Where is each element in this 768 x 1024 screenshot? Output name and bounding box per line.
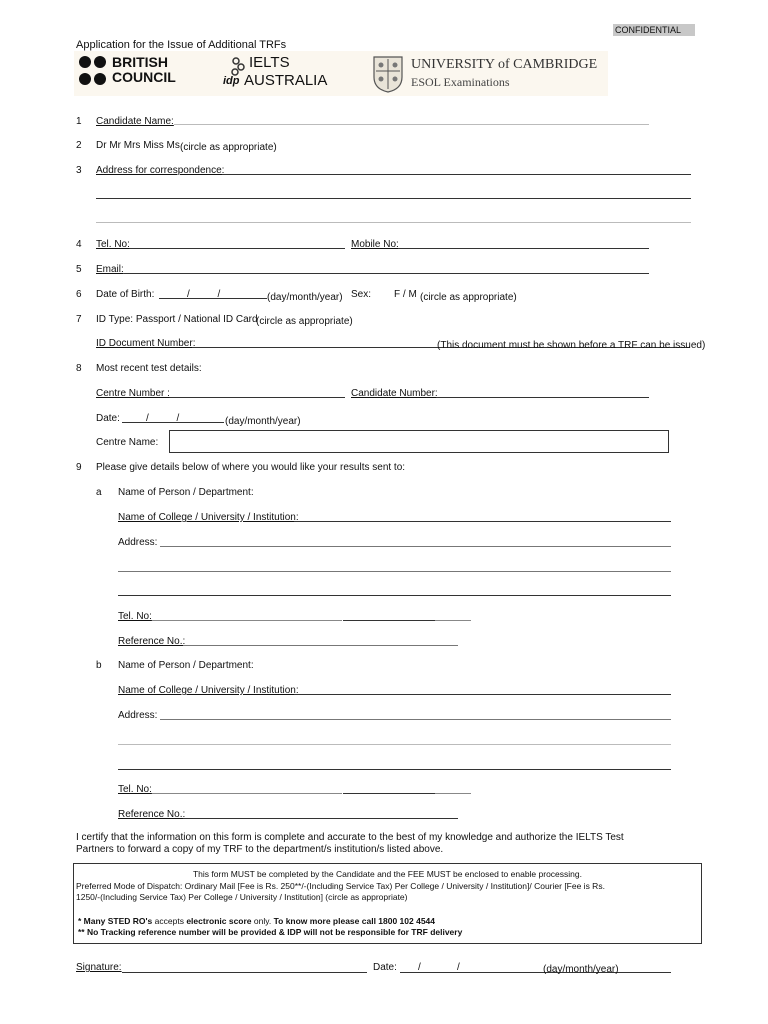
section-a-address-line-1[interactable] [160, 546, 671, 547]
mobile-line[interactable] [398, 248, 649, 249]
section-a-address-line-2[interactable] [118, 571, 671, 572]
candidate-name-line[interactable] [174, 124, 649, 125]
form-title: Application for the Issue of Additional TRFs [76, 39, 287, 51]
dob-label: Date of Birth: [96, 289, 155, 300]
idp-wordmark: idp [223, 75, 240, 87]
address-line-1[interactable] [222, 174, 691, 175]
footer-date-label: Date: [373, 962, 397, 973]
section-a-tel-line[interactable] [152, 620, 342, 621]
british-council-wordmark: BRITISH COUNCIL [112, 54, 176, 85]
dob-hint: (day/month/year) [267, 292, 343, 303]
section-a-college-label: Name of College / University / Institution: [118, 512, 299, 523]
footer-date-line[interactable] [400, 972, 671, 973]
item-number-8: 8 [76, 363, 82, 374]
id-document-label: ID Document Number: [96, 338, 196, 349]
notice-line-3: 1250/-(Including Service Tax) Per College / University / Institution] (circle as appropriate) [76, 892, 408, 902]
section-b-address-label: Address: [118, 710, 158, 721]
recent-test-label: Most recent test details: [96, 363, 202, 374]
id-type-label[interactable]: ID Type: Passport / National ID Card [96, 314, 258, 325]
centre-number-line[interactable] [170, 397, 345, 398]
british-council-logo-icon [78, 55, 112, 89]
section-a-tel-label: Tel. No: [118, 611, 152, 622]
section-b-address-line-2[interactable] [118, 744, 671, 745]
footer-date-slash-2: / [457, 962, 460, 973]
section-b-reference-label: Reference No.: [118, 809, 186, 820]
test-date-hint: (day/month/year) [225, 416, 301, 427]
title-hint: (circle as appropriate) [180, 142, 277, 153]
notice-line-4: * Many STED RO's accepts electronic score only. To know more please call 1800 102 4544 [78, 916, 436, 926]
mobile-label: Mobile No: [351, 239, 399, 250]
item-number-6: 6 [76, 289, 82, 300]
sex-options[interactable]: F / M [394, 289, 417, 300]
section-a-person-label: Name of Person / Department: [118, 487, 254, 498]
item-number-7: 7 [76, 314, 82, 325]
results-sent-label: Please give details below of where you would like your results sent to: [96, 462, 406, 473]
notice-box [73, 863, 702, 944]
notice-line-5: ** No Tracking reference number will be provided & IDP will not be responsible for TRF delivery [78, 927, 463, 937]
section-a-letter: a [96, 487, 102, 498]
item-number-1: 1 [76, 116, 82, 127]
section-b-tel-line[interactable] [152, 793, 342, 794]
section-a-tel-line-end[interactable] [435, 620, 471, 621]
sex-hint: (circle as appropriate) [420, 292, 517, 303]
section-b-letter: b [96, 660, 102, 671]
email-line[interactable] [124, 273, 649, 274]
test-date-label: Date: [96, 413, 120, 424]
notice-line-1: This form MUST be completed by the Candidate and the FEE MUST be enclosed to enable processing. [192, 869, 582, 879]
id-type-hint: (circle as appropriate) [256, 316, 353, 327]
section-b-tel-label: Tel. No: [118, 784, 152, 795]
esol-wordmark: ESOL Examinations [411, 75, 510, 89]
signature-label: Signature: [76, 962, 122, 973]
section-b-reference-line[interactable] [183, 818, 458, 819]
sex-label: Sex: [351, 289, 372, 300]
item-number-9: 9 [76, 462, 82, 473]
test-date-separators: / / [146, 413, 180, 424]
centre-name-label: Centre Name: [96, 437, 159, 448]
centre-number-label: Centre Number : [96, 388, 170, 399]
certify-line-1: I certify that the information on this form is complete and accurate to the best of my knowledge and authorize the IELTS Test [76, 832, 624, 843]
address-label: Address for correspondence: [96, 165, 225, 176]
item-number-3: 3 [76, 165, 82, 176]
section-b-address-line-3[interactable] [118, 769, 671, 770]
footer-date-hint: (day/month/year) [543, 964, 619, 975]
item-number-5: 5 [76, 264, 82, 275]
signature-line[interactable] [122, 972, 367, 973]
candidate-number-line[interactable] [436, 397, 649, 398]
title-options[interactable]: Dr Mr Mrs Miss Ms [96, 140, 180, 151]
section-a-address-line-3[interactable] [118, 595, 671, 596]
centre-name-box[interactable] [169, 430, 669, 453]
section-a-reference-label: Reference No.: [118, 636, 186, 647]
section-a-address-label: Address: [118, 537, 158, 548]
cambridge-crest-icon [372, 55, 404, 93]
section-a-college-line[interactable] [294, 521, 671, 522]
section-a-tel-line-ext[interactable] [343, 620, 435, 621]
section-b-college-label: Name of College / University / Institution: [118, 685, 299, 696]
dob-separators: / / [187, 289, 221, 300]
item-number-4: 4 [76, 239, 82, 250]
email-label: Email: [96, 264, 124, 275]
id-document-note: (This document must be shown before a TRF can be issued) [437, 340, 706, 351]
partner-logos [74, 51, 608, 96]
candidate-name-label: Candidate Name: [96, 116, 174, 127]
notice-line-2: Preferred Mode of Dispatch: Ordinary Mail [Fee is Rs. 250**/-(Including Service Tax) Per College / University / Institution]/ Courier [Fee is Rs. [76, 881, 605, 891]
certify-line-2: Partners to forward a copy of my TRF to the department/s institution/s listed above. [76, 844, 444, 855]
section-b-college-line[interactable] [294, 694, 671, 695]
section-b-tel-line-end[interactable] [435, 793, 471, 794]
tel-label: Tel. No: [96, 239, 130, 250]
section-b-person-label: Name of Person / Department: [118, 660, 254, 671]
item-number-2: 2 [76, 140, 82, 151]
address-line-2[interactable] [96, 198, 691, 199]
confidential-badge: CONFIDENTIAL [613, 24, 695, 36]
address-line-3[interactable] [96, 222, 691, 223]
ielts-wordmark: IELTS [249, 54, 290, 71]
cambridge-wordmark: UNIVERSITY of CAMBRIDGE [411, 57, 598, 72]
section-a-reference-line[interactable] [183, 645, 458, 646]
tel-line[interactable] [130, 248, 345, 249]
australia-wordmark: AUSTRALIA [244, 72, 328, 89]
candidate-number-label: Candidate Number: [351, 388, 438, 399]
section-b-address-line-1[interactable] [160, 719, 671, 720]
section-b-tel-line-ext[interactable] [343, 793, 435, 794]
footer-date-slash-1: / [418, 962, 421, 973]
